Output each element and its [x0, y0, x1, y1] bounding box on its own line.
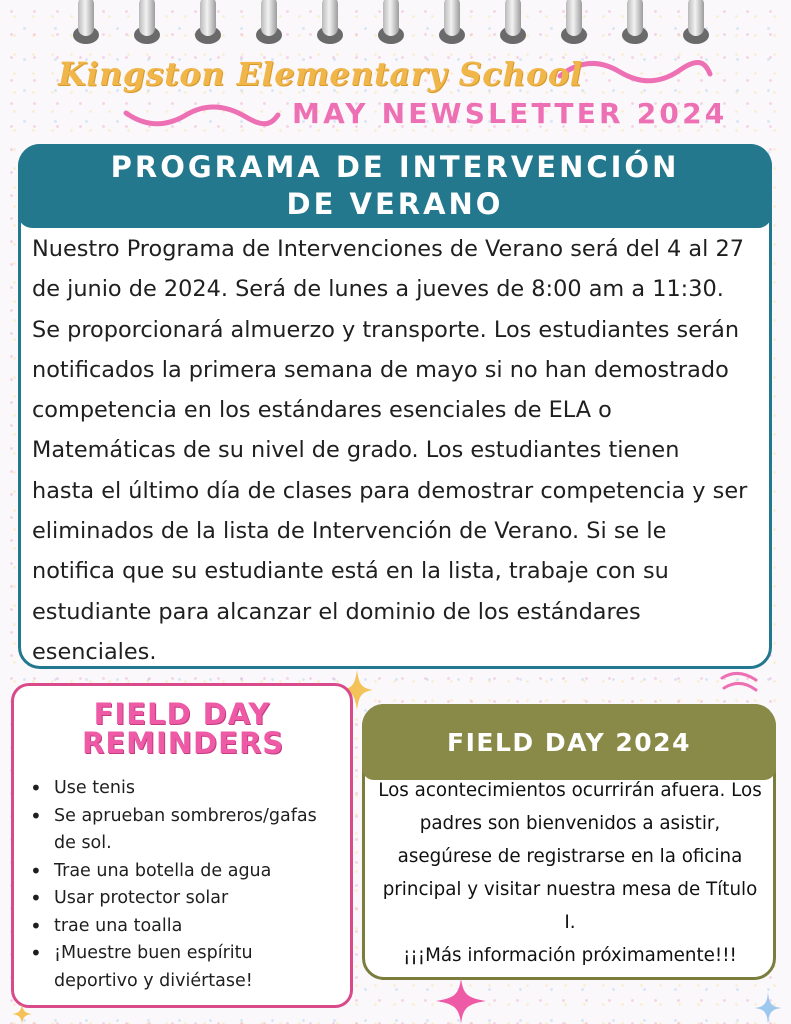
list-item: • Use tenis — [30, 775, 340, 803]
pink-arcs-icon — [718, 668, 760, 700]
binding-ring-icon — [322, 0, 338, 36]
binding-ring-icon — [566, 0, 582, 36]
binding-ring-icon — [505, 0, 521, 36]
binding-ring-icon — [200, 0, 216, 36]
list-item: • Se aprueban sombreros/gafas de sol. — [30, 803, 340, 858]
binding-ring-icon — [261, 0, 277, 36]
binding-ring-icon — [78, 0, 94, 36]
binding-ring-icon — [139, 0, 155, 36]
pink-squiggle-icon — [122, 103, 282, 129]
list-item: • Trae una botella de agua — [30, 858, 340, 886]
list-item: • Usar protector solar — [30, 885, 340, 913]
list-item: • trae una toalla — [30, 913, 340, 941]
binding-ring-icon — [444, 0, 460, 36]
field-day-title: FIELD DAY 2024 — [447, 727, 691, 757]
field-day-text: Los acontecimientos ocurrirán afuera. Los padres son bienvenidos a asistir, asegúrese de registrarse en la oficina principal y visitar nuestra mesa de Título I. — [378, 780, 762, 933]
gold-star-icon — [12, 1004, 32, 1024]
summer-program-title: PROGRAMA DE INTERVENCIÓN DE VERANO — [110, 150, 680, 221]
binding-ring-icon — [383, 0, 399, 36]
school-name: Kingston Elementary School — [58, 55, 583, 93]
summer-program-body: Nuestro Programa de Intervenciones de Verano será del 4 al 27 de junio de 2024. Será de lunes a jueves de 8:00 am a 11:30. Se proporcionará almuerzo y transporte. Los estudiantes serán notificados la primera semana de mayo si no han demostrado competencia en los estándares esenciales de ELA o Matemáticas de su nivel de grado. Los estudiantes tienen hasta el último día de clases para demostrar competencia y ser eliminados de la lista de Intervención de Verano. Si se le notifica que su estudiante está en la lista, trabaje con su estudiante para alcanzar el dominio de los estándares esenciales. — [32, 236, 748, 665]
field-day-closing: ¡¡¡Más información próximamente!!! — [403, 945, 737, 966]
field-day-header — [362, 704, 776, 780]
newsletter-issue: MAY NEWSLETTER 2024 — [292, 97, 728, 130]
reminders-list — [30, 775, 340, 995]
binding-ring-icon — [627, 0, 643, 36]
pink-star-icon — [436, 978, 486, 1024]
binding-ring-icon — [688, 0, 704, 36]
summer-program-header — [18, 144, 772, 228]
list-item: • ¡Muestre buen espíritu deportivo y diviértase! — [30, 940, 340, 995]
blue-star-icon — [754, 992, 782, 1024]
field-day-body — [378, 774, 762, 972]
field-day-reminders-title: FIELD DAY REMINDERS — [82, 697, 285, 760]
